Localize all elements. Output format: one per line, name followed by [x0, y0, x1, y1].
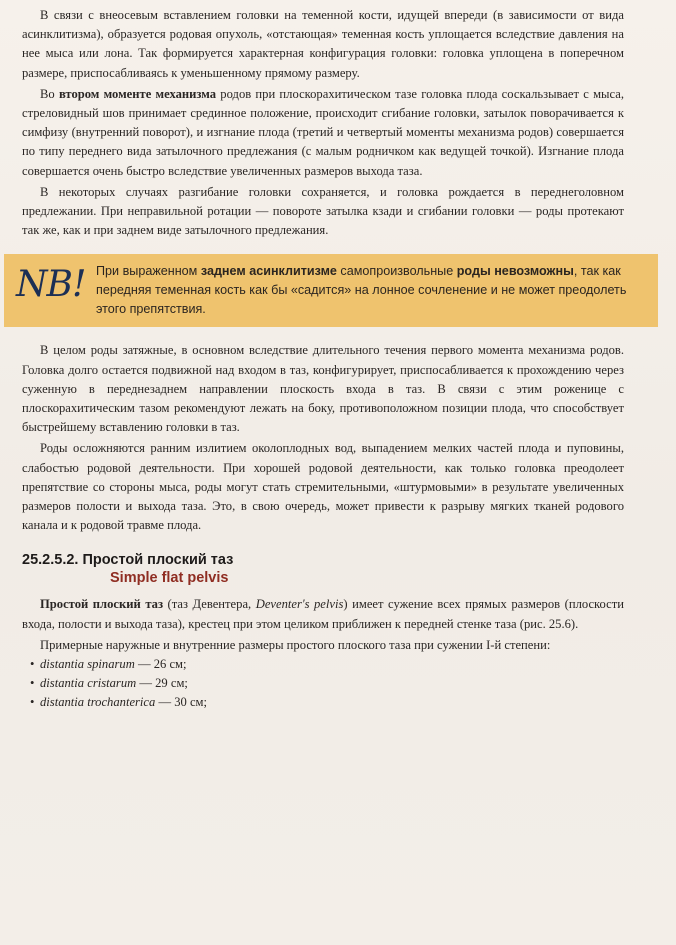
nb-callout	[4, 254, 658, 327]
text-segment: В целом роды затяжные, в основном вследствие длительного течения первого момента механизма родов. Головка долго остается подвижной над входом в таз, конфигурирует, приспосабливается к прохождению через суженную в переднезаднем направлении плоскость входа в таз. В связи с этим роженице с плоскорахитическим тазом рекомендуют лежать на боку, противоположном позиции плода, что способствует быстрейшему вставлению головки в таз.	[22, 343, 624, 435]
section-subheading: Simple flat pelvis	[110, 570, 229, 587]
paragraph-p4	[22, 341, 624, 437]
text-segment: В связи с внеосевым вставлением головки на теменной кости, идущей впереди (в зависимости от вида асинклитизма), образуется родовая опухоль, «отстающая» теменная кость уплощается вследствие давления на нее мыса или лона. Так формируется характерная конфигурация головки: головка уплощена в поперечном размере, приспосабливаясь к уменьшенному прямому размеру.	[22, 8, 624, 80]
paragraph-p6	[22, 595, 624, 633]
list-item-name: distantia trochanterica	[40, 695, 156, 710]
dimensions-list	[22, 655, 624, 712]
section-heading: 25.2.5.2. Простой плоский таз	[22, 552, 234, 569]
list-item	[30, 693, 624, 712]
paragraph-p1	[22, 6, 624, 83]
text-segment: При выраженном	[96, 264, 201, 279]
list-item	[30, 674, 624, 693]
text-segment: заднем асинклитизме	[200, 264, 337, 279]
text-segment: Во	[40, 86, 59, 101]
paragraph-p2	[22, 85, 624, 181]
list-item-name: distantia spinarum	[40, 657, 135, 672]
paragraph-p7	[22, 636, 624, 655]
text-segment: Роды осложняются ранним излитием околоплодных вод, выпадением мелких частей плода и пуповины, слабостью родовой деятельности. При хорошей родовой деятельности, как только головка преодолеет препятствие со стороны мыса, роды могут стать стремительными, «штурмовыми» в результате увеличенных размеров полости и выхода таза. Это, в свою очередь, может привести к разрыву мягких тканей родового канала и к родовой травме плода.	[22, 441, 624, 533]
list-item	[30, 655, 624, 674]
bullet-icon: •	[30, 676, 35, 691]
text-segment: (таз Девентера,	[163, 597, 256, 612]
bullet-icon: •	[30, 695, 35, 710]
paragraph-p5	[22, 439, 624, 535]
bullet-icon: •	[30, 657, 35, 672]
text-segment: родов при плоскорахитическом тазе головка плода соскальзывает с мыса, стреловидный шов принимает срединное положение, происходит сгибание головки, затылок поворачивается к симфизу (внутренний поворот), и изгнание плода (третий и четвертый моменты механизма родов) совершается по типу переднего вида затылочного предлежания (с малым родничком как ведущей точкой). Изгнание плода совершается очень быстро вследствие увеличенных размеров выхода таза.	[22, 86, 624, 178]
list-item-value: — 29 см;	[136, 676, 188, 691]
paragraph-p3	[22, 183, 624, 241]
list-item-value: — 26 см;	[134, 657, 187, 672]
nb-text	[96, 262, 642, 319]
text-block-middle	[22, 341, 624, 535]
text-segment: Примерные наружные и внутренние размеры простого плоского таза при сужении I-й степени:	[40, 637, 551, 652]
text-segment: , так как передняя теменная кость как бы «садится» на лонное сочленение и не может преодолеть этого препятствия.	[96, 264, 627, 317]
text-segment: В некоторых случаях разгибание головки сохраняется, и головка рождается в переднеголовном предлежании. При неправильной ротации — повороте затылка кзади и сгибании головки — роды протекают так же, как и при заднем виде затылочного предлежания.	[22, 184, 624, 238]
text-segment: самопроизвольные	[336, 264, 457, 279]
nb-mark: NB!	[16, 264, 86, 306]
text-segment: ) имеет сужение всех прямых размеров (плоскости входа, полости и выхода таза), крестец при этом целиком приближен к передней стенке таза (рис. 25.6).	[22, 597, 624, 631]
text-block-top	[22, 6, 624, 240]
text-segment: Простой плоский таз	[40, 597, 164, 612]
text-block-section	[22, 595, 624, 655]
text-segment: втором моменте механизма	[58, 86, 217, 101]
text-segment: роды невозможны	[456, 264, 574, 279]
list-item-value: — 30 см;	[155, 695, 208, 710]
text-segment: Deventer's pelvis	[255, 597, 344, 612]
list-item-name: distantia cristarum	[40, 676, 137, 691]
